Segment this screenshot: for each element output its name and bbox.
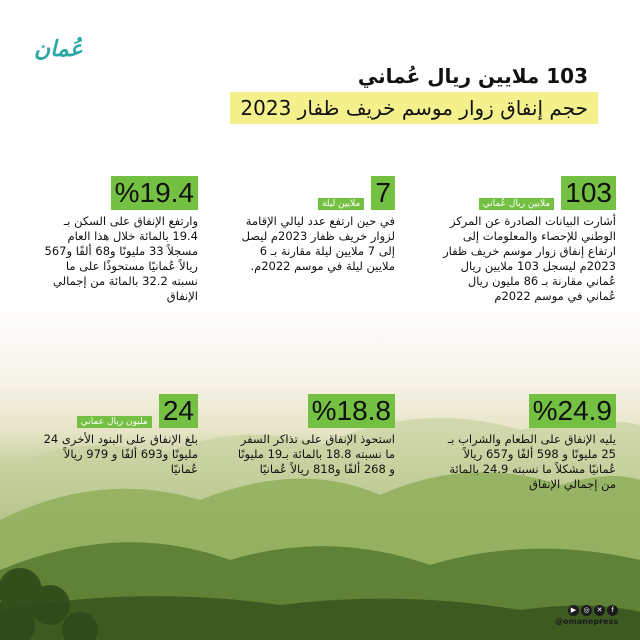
stat-unit-tag: ملايين ريال عُماني <box>479 198 554 210</box>
stat-card-total-spend <box>436 176 616 304</box>
stat-value: 103 <box>561 176 616 210</box>
stat-description: في حين ارتفع عدد ليالي الإقامة لزوار خريف ظفار 2023م ليصل إلى 7 ملايين ليلة مقارنة بـ 6 ملايين ليلة في موسم 2022م. <box>241 214 395 273</box>
stat-value: 24 <box>159 394 198 428</box>
stat-value: %18.8 <box>308 394 395 428</box>
stat-unit-tag: ملايين ليلة <box>318 198 364 210</box>
stat-description: أشارت البيانات الصادرة عن المركز الوطني للإحصاء والمعلومات إلى ارتفاع إنفاق زوار موسم خريف ظفار 2023م ليسجل 103 ملايين ريال عُماني مقارنة بـ 86 مليون ريال عُماني في موسم 2022م <box>443 214 616 303</box>
stat-description: استحوذ الإنفاق على تذاكر السفر ما نسبته 18.8 بالمائة بـ19 مليونًا و 268 ألفًا و818 ريالاً عُمانيًا <box>237 432 395 476</box>
instagram-icon[interactable]: ◎ <box>581 605 592 616</box>
stat-unit-tag: مليون ريال عماني <box>77 416 152 428</box>
social-handle[interactable]: @omanepress <box>555 617 618 626</box>
stat-value: %19.4 <box>111 176 198 210</box>
x-icon[interactable]: ✕ <box>594 605 605 616</box>
headline-subtitle: حجم إنفاق زوار موسم خريف ظفار 2023 <box>230 92 598 124</box>
stat-card-food <box>436 394 616 492</box>
stat-card-accommodation <box>43 176 198 304</box>
stat-description: وارتفع الإنفاق على السكن بـ 19.4 بالمائة خلال هذا العام مسجلاً 33 مليونًا و68 ألفًا و567 ريالاً عُمانيًا مستحوذًا على ما نسبته 32.2 بالمائة من إجمالي الإنفاق <box>44 214 198 303</box>
social-footer <box>555 605 618 626</box>
headline-title: 103 ملايين ريال عُماني <box>348 60 598 92</box>
stat-value: %24.9 <box>529 394 616 428</box>
logo-text: عُمان <box>34 36 83 62</box>
stat-description: يليه الإنفاق على الطعام والشراب بـ 25 مليونًا و 598 ألفًا و657 ريالاً عُمانيًا مشكلاً ما نسبته 24.9 بالمائة من إجمالي الإنفاق <box>447 432 616 491</box>
stat-card-other <box>43 394 198 477</box>
brand-logo <box>16 14 83 62</box>
stat-card-travel <box>235 394 395 477</box>
stat-value: 7 <box>371 176 395 210</box>
facebook-icon[interactable]: f <box>607 605 618 616</box>
stat-card-nights <box>235 176 395 274</box>
youtube-icon[interactable]: ▶ <box>568 605 579 616</box>
stat-description: بلغ الإنفاق على البنود الأخرى 24 مليونًا و693 ألفًا و 979 ريالاً عُمانيًا <box>43 432 198 476</box>
